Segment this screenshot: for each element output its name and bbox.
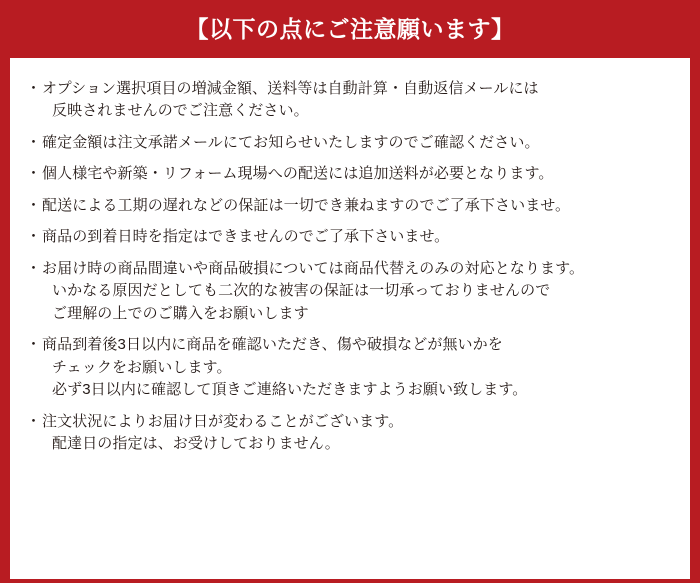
bullet-icon: ・: [26, 336, 42, 354]
list-item-text: [42, 411, 674, 456]
bullet-icon: ・: [26, 133, 42, 151]
list-item-line: いかなる原因だとしても二次的な被害の保証は一切承っておりませんので: [52, 282, 551, 300]
list-item: [26, 411, 674, 456]
notice-body: [10, 58, 690, 579]
list-item-text: [42, 132, 674, 155]
list-item: [26, 132, 674, 155]
list-item: [26, 334, 674, 402]
list-item-text: [42, 226, 674, 249]
list-item: [26, 258, 674, 326]
list-item-line: オプション選択項目の増減金額、送料等は自動計算・自動返信メールには: [42, 79, 539, 97]
bullet-icon: ・: [26, 196, 42, 214]
list-item-line: 個人様宅や新築・リフォーム現場への配送には追加送料が必要となります。: [42, 165, 554, 183]
bullet-icon: ・: [26, 259, 42, 277]
list-item-line: 商品の到着日時を指定はできませんのでご了承下さいませ。: [42, 228, 450, 246]
list-item-line: チェックをお願いします。: [52, 358, 232, 376]
list-item-text: [42, 334, 674, 402]
bullet-icon: ・: [26, 79, 42, 97]
bullet-icon: ・: [26, 165, 42, 183]
list-item-line: お届け時の商品間違いや商品破損については商品代替えのみの対応となります。: [42, 259, 585, 277]
list-item: [26, 78, 674, 123]
bullet-icon: ・: [26, 228, 42, 246]
list-item-line: ご理解の上でのご購入をお願いします: [52, 304, 309, 322]
list-item-line: 必ず3日以内に確認して頂きご連絡いただきますようお願い致します。: [52, 381, 528, 399]
notice-list: [26, 78, 674, 456]
list-item: [26, 226, 674, 249]
list-item-line: 確定金額は注文承諾メールにてお知らせいたしますのでご確認ください。: [42, 133, 540, 151]
list-item-text: [42, 163, 674, 186]
list-item-line: 商品到着後3日以内に商品を確認いただき、傷や破損などが無いかを: [42, 336, 503, 354]
list-item-text: [42, 78, 674, 123]
bullet-icon: ・: [26, 412, 42, 430]
list-item-line: 配送による工期の遅れなどの保証は一切でき兼ねますのでご了承下さいませ。: [42, 196, 571, 214]
list-item-text: [42, 195, 674, 218]
list-item-line: 注文状況によりお届け日が変わることがございます。: [42, 412, 404, 430]
list-item-line: 配達日の指定は、お受けしておりません。: [52, 435, 340, 453]
page-title: 【以下の点にご注意願います】: [185, 16, 515, 42]
list-item-line: 反映されませんのでご注意ください。: [52, 102, 309, 120]
list-item-text: [42, 258, 674, 326]
list-item: [26, 195, 674, 218]
list-item: [26, 163, 674, 186]
